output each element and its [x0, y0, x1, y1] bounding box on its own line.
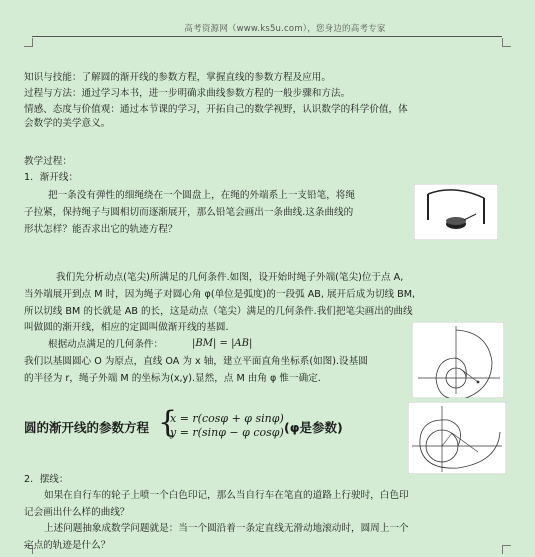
equation-line-x: x = r(cosφ + φ sinφ)	[170, 412, 284, 425]
paragraph-line: 我们先分析动点(笔尖)所满足的几何条件.如图，设开始时绳子外端(笔尖)位于点 A,	[56, 272, 404, 283]
section-title-involute: 1．渐开线：	[24, 172, 79, 183]
objective-emotion-cont: 会数学的美学意义。	[24, 118, 111, 129]
paragraph-line: 如果在自行车的轮子上喷一个白色印记，那么当自行车在笔直的道路上行驶时，白色印	[44, 490, 409, 501]
page-header: 高考资源网（www.ks5u.com），您身边的高考专家	[184, 24, 386, 34]
paragraph-line: 我们以基圆圆心 O 为原点，直线 OA 为 x 轴，建立平面直角坐标系(如图).设基圆	[24, 356, 368, 367]
paragraph-line: 的半径为 r，绳子外端 M 的坐标为(x,y).显然，点 M 由角 φ 惟一确定．	[24, 373, 328, 384]
paragraph-line: 所以切线 BM 的长就是 AB 的长，这是动点（笔尖）满足的几何条件.我们把笔尖画出的曲线	[24, 306, 413, 317]
equation-title: 圆的渐开线的参数方程	[24, 420, 150, 435]
paragraph-line: 定点的轨迹是什么？	[24, 540, 111, 551]
paragraph-line: 记会画出什么样的曲线？	[24, 507, 130, 518]
paragraph-line: 上述问题抽象成数学问题就是：当一个圆沿着一条定直线无滑动地滚动时，圆周上一个	[44, 523, 409, 534]
string-disc-figure	[414, 184, 498, 240]
involute-figure-2	[408, 402, 506, 474]
header-divider	[32, 36, 502, 37]
section-title-cycloid: 2．摆线：	[24, 474, 69, 485]
objective-process: 过程与方法：通过学习本书，进一步明确求曲线参数方程的一般步骤和方法。	[24, 88, 351, 99]
equation-brace: {	[158, 405, 178, 440]
objective-emotion: 情感、态度与价值观：通过本节课的学习，开拓自己的数学视野，认识数学的科学价值，体	[24, 104, 408, 115]
equation-line-y: y = r(sinφ − φ cosφ)	[170, 426, 284, 439]
paragraph-line: 当外端展开到点 M 时，因为绳子对圆心角 φ(单位是弧度)的一段弧 AB, 展开后成为切线 BM,	[24, 289, 416, 300]
paragraph-line: 形状怎样？能否求出它的轨迹方程？	[24, 224, 178, 235]
paragraph-line: 把一条没有弹性的细绳绕在一个圆盘上，在绳的外端系上一支铅笔，将绳	[48, 190, 355, 201]
condition-label: 根据动点满足的几何条件：	[48, 339, 164, 350]
teaching-objectives	[24, 72, 408, 134]
paragraph-line: 叫做圆的渐开线，相应的定圆叫做渐开线的基圆．	[24, 322, 236, 333]
process-label: 教学过程：	[24, 156, 72, 167]
corner-mark	[502, 545, 511, 554]
condition-formula: |BM| = |AB|	[192, 338, 253, 349]
paragraph-line: 子拉紧，保持绳子与圆相切而逐渐展开，那么铅笔会画出一条曲线.这条曲线的	[24, 207, 354, 218]
corner-mark	[502, 38, 511, 47]
involute-figure-1	[412, 322, 504, 398]
objective-knowledge: 知识与技能：了解圆的渐开线的参数方程，掌握直线的参数方程及应用。	[24, 72, 331, 83]
equation-parameter-note: (φ是参数)	[284, 420, 343, 435]
corner-mark	[24, 38, 33, 47]
